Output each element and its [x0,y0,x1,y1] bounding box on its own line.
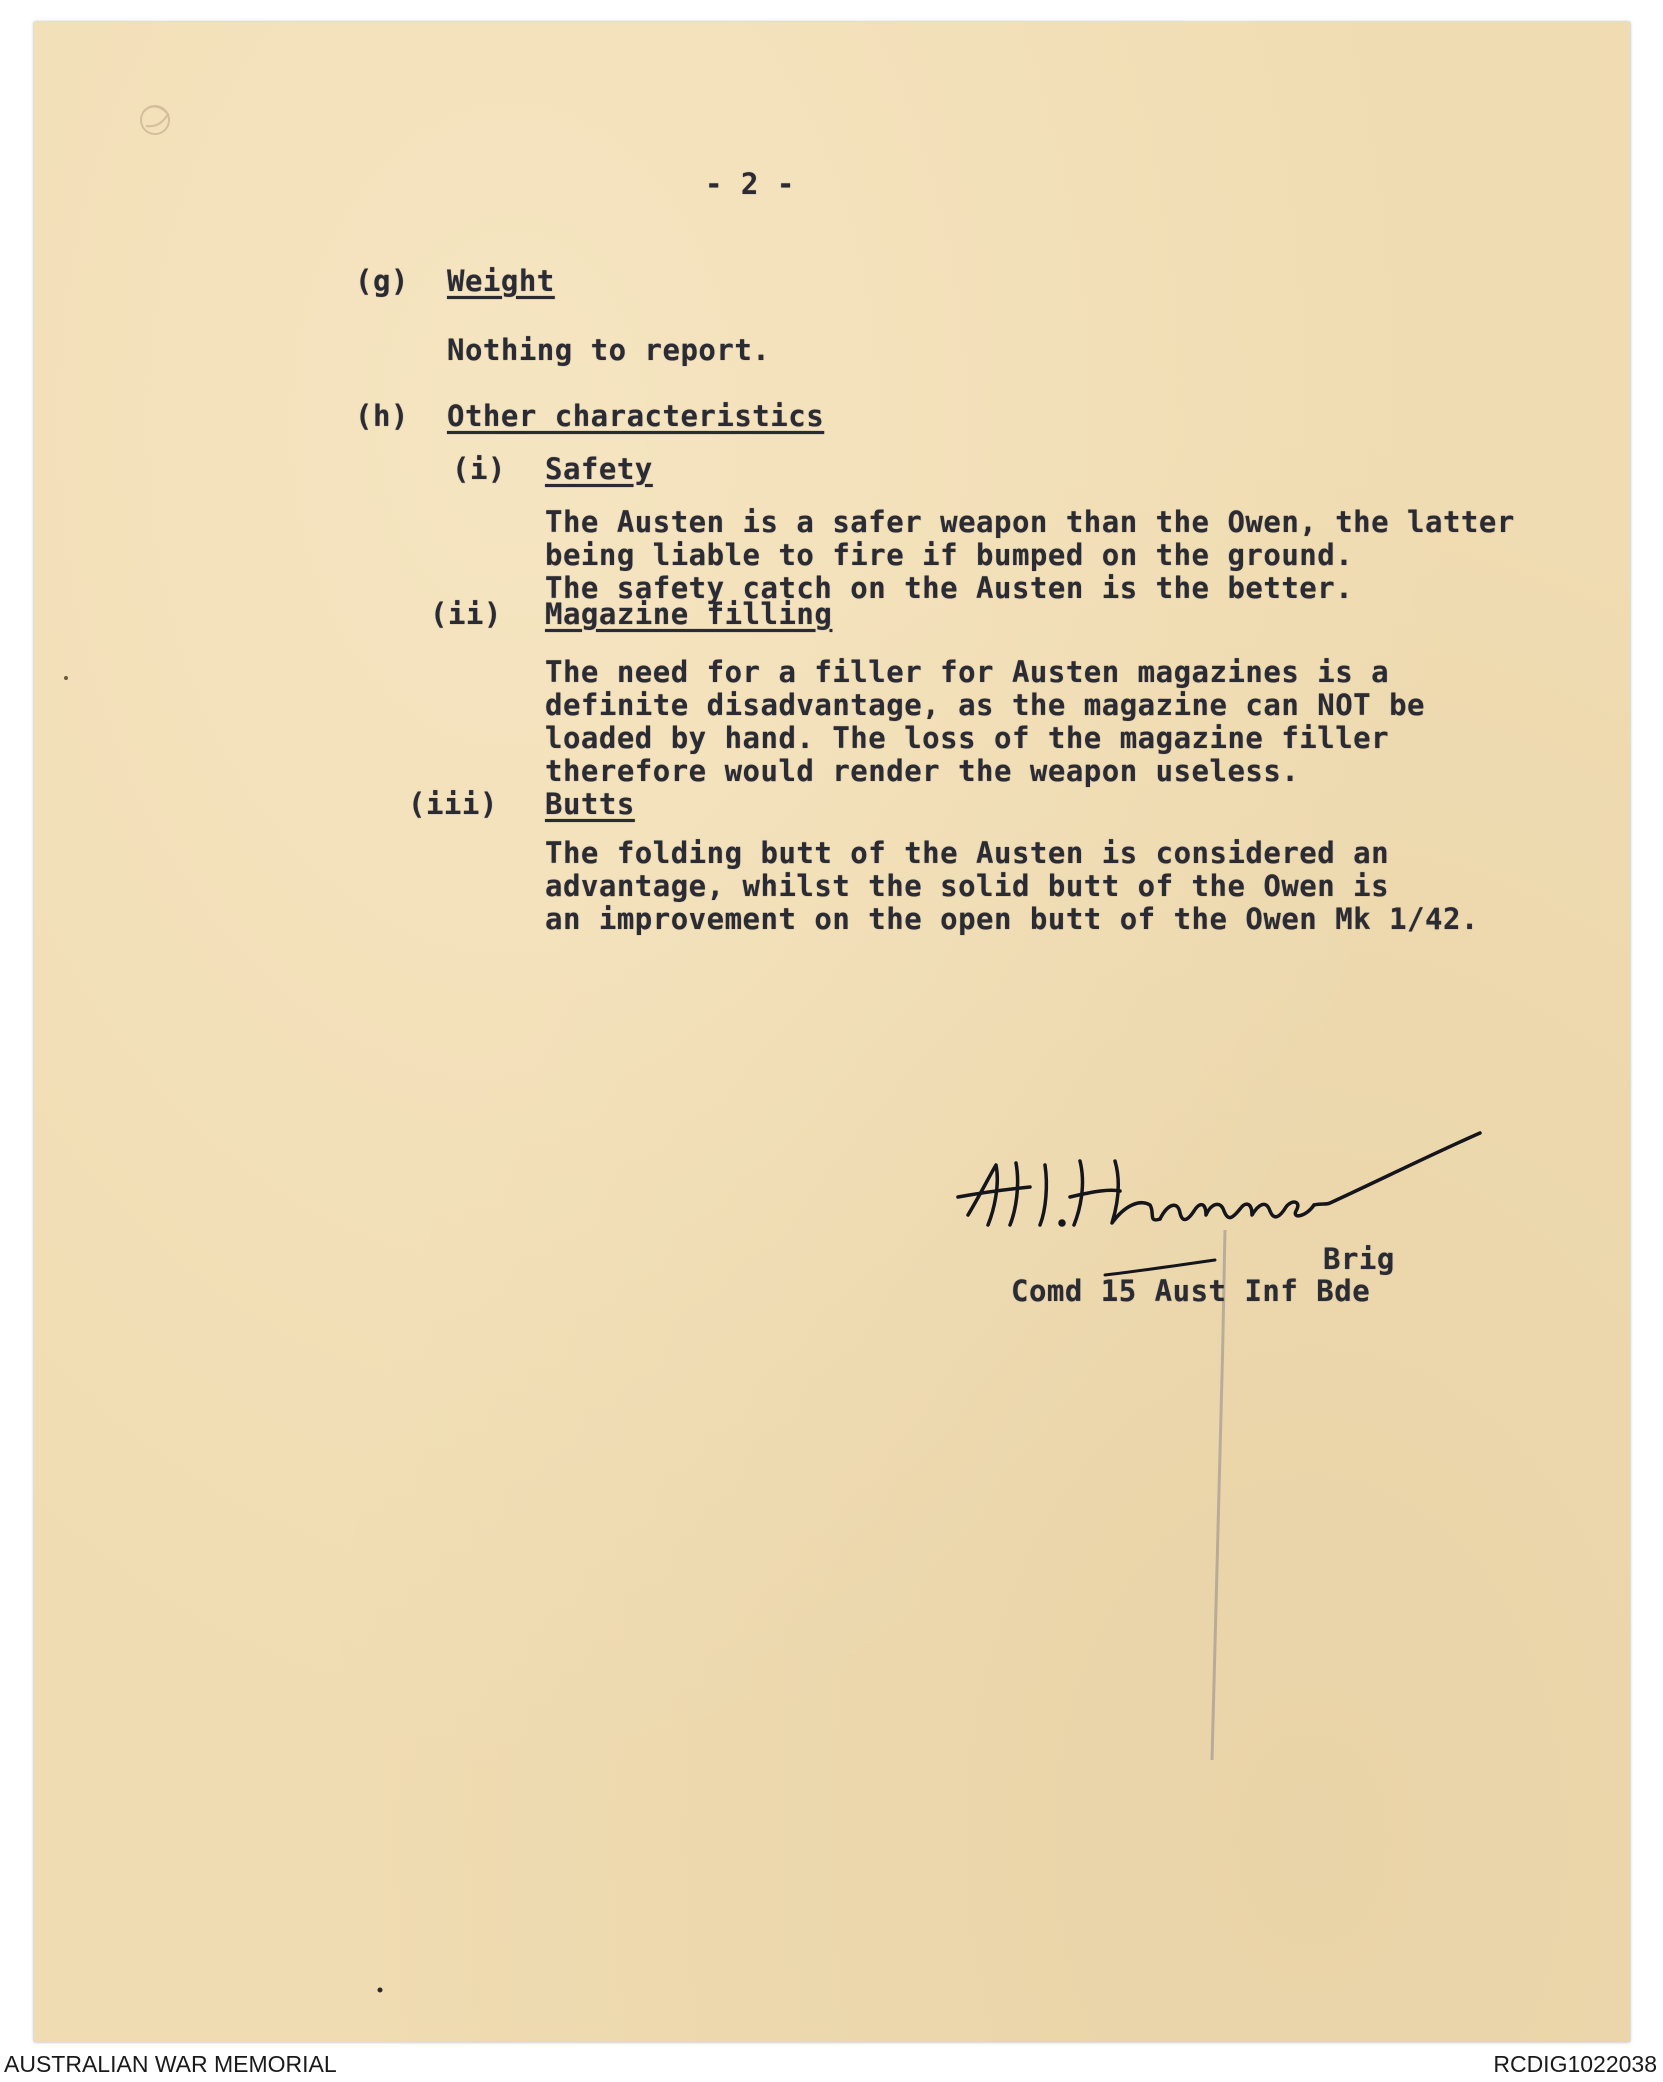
section-h-label: (h) [355,399,409,433]
subsection-i-heading: Safety [545,452,653,486]
subsection-iii-label: (iii) [408,787,498,821]
section-g-heading: Weight [447,264,555,298]
signatory-rank: Brig [1323,1242,1395,1276]
subsection-iii-body: The folding butt of the Austen is considered an advantage, whilst the solid butt of the Owen is an improvement on the open butt of the Owen Mk 1/42. [545,836,1479,936]
signature [950,1125,1490,1285]
subsection-ii-heading: Magazine filling [545,597,833,631]
subsection-i-label: (i) [452,452,506,486]
subsection-i-body: The Austen is a safer weapon than the Owen, the latter being liable to fire if bumped on the ground. The safety catch on the Austen is the better. [545,505,1515,605]
archive-reference: RCDIG1022038 [1493,2051,1657,2077]
section-g-label: (g) [355,264,409,298]
archive-credit: AUSTRALIAN WAR MEMORIAL [4,2051,337,2077]
subsection-ii-body: The need for a filler for Austen magazines is a definite disadvantage, as the magazine can NOT be loaded by hand. The loss of the magazine filler therefore would render the weapon useless. [545,655,1426,788]
subsection-ii-label: (ii) [430,597,502,631]
document-page [34,22,1630,2042]
page-number: - 2 - [705,167,795,201]
section-g-body: Nothing to report. [447,333,771,367]
subsection-iii-heading: Butts [545,787,635,821]
section-h-heading: Other characteristics [447,399,825,433]
signatory-appointment: Comd 15 Aust Inf Bde [1011,1274,1371,1308]
